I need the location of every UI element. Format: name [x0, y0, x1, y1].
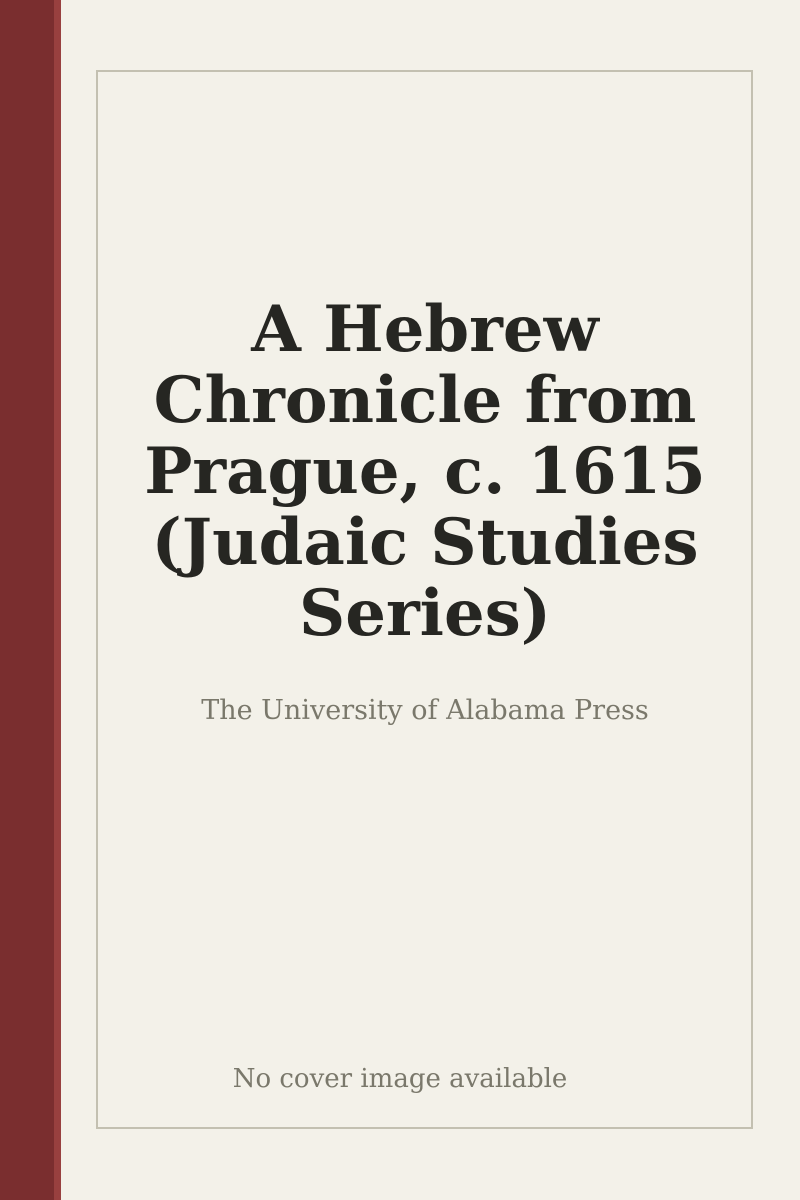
publisher-name: The University of Alabama Press [201, 695, 649, 726]
no-cover-notice: No cover image available [232, 1064, 568, 1094]
book-spine [0, 0, 54, 1200]
book-title: A Hebrew Chronicle from Prague, c. 1615 (Judaic Studies Series) [144, 292, 706, 651]
book-spine-edge [54, 0, 61, 1200]
